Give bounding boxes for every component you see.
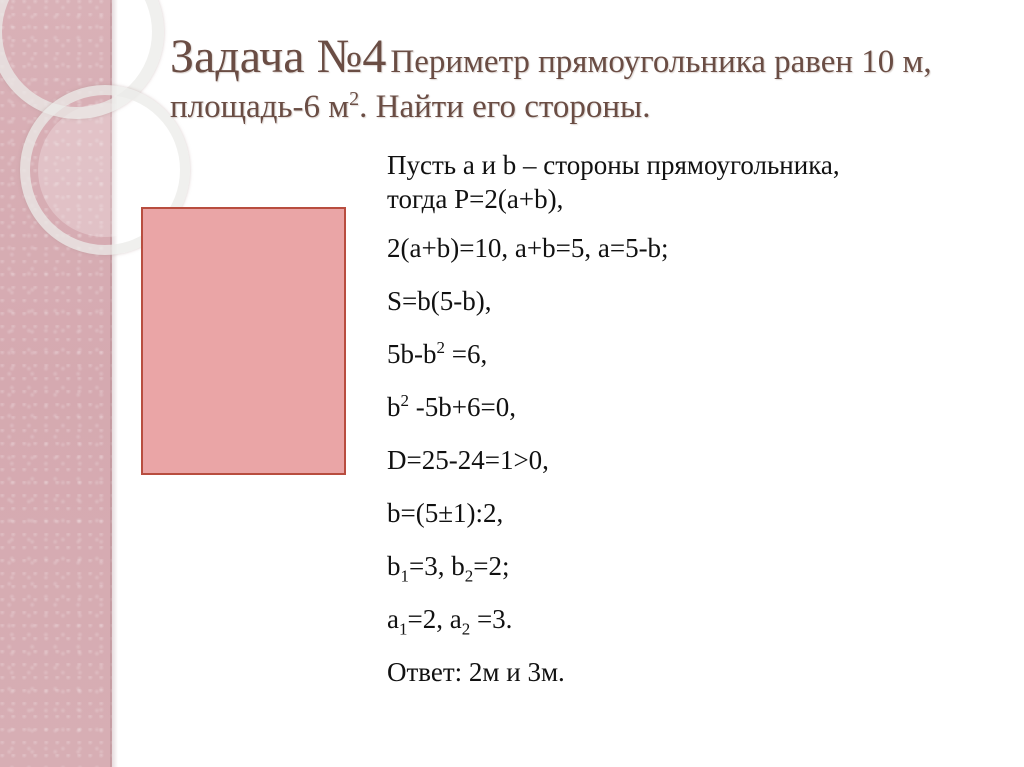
solution-intro: Пусть a и b – стороны прямоугольника, тогда P=2(a+b), xyxy=(387,150,840,214)
equation-line: $5b-b^2 =6$, xyxy=(387,338,488,369)
equation-line: $b^2$ -5b+6=0, xyxy=(387,391,516,422)
equation-line: 2(a+b)=10, a+b=5, a=5-b; xyxy=(387,233,669,263)
title-problem-text: Периметр прямоугольника равен 10 м, площадь-6 $м^2$. Найти его стороны. xyxy=(170,44,932,125)
answer-line: Ответ: 2м и 3м. xyxy=(387,657,565,687)
equation-line: $b_1=3$, $b_2=2$; xyxy=(387,551,510,586)
title-superscript: 2 xyxy=(349,87,360,110)
equation-line: D=25-24=1>0, xyxy=(387,445,549,475)
title-task-number: Задача №4 xyxy=(170,30,387,83)
equation-line: b=(5±1):2, xyxy=(387,498,504,528)
equation-line: $a_1=2$, $a_2 =3$. xyxy=(387,604,513,639)
solution-block xyxy=(387,148,1007,699)
rectangle-figure xyxy=(141,207,346,475)
slide-title xyxy=(170,28,1010,127)
equation-line: S=b(5-b), xyxy=(387,286,492,316)
